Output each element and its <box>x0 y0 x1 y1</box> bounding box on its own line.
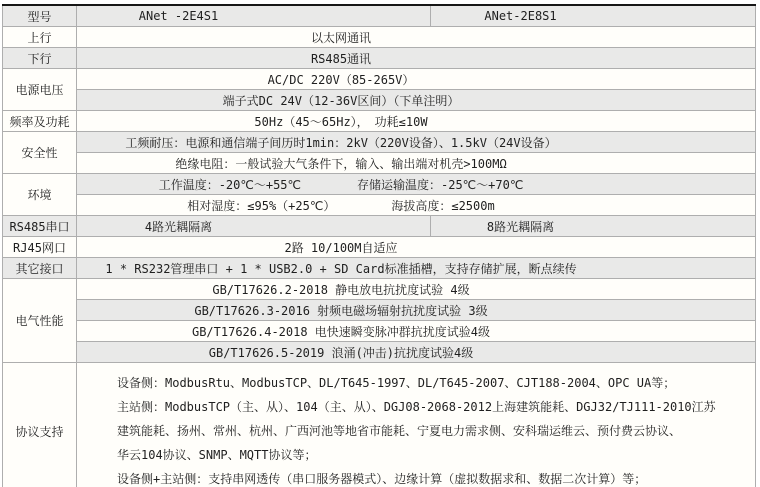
power-dc-value: 端子式DC 24V（12-36V区间）（下单注明） <box>77 90 756 111</box>
downlink-label: 下行 <box>3 48 77 69</box>
emc-test-surge: GB/T17626.5-2019 浪涌(冲击)抗扰度试验4级 <box>77 342 756 363</box>
rj45-value: 2路 10/100M自适应 <box>77 237 756 258</box>
emc-test-rf: GB/T17626.3-2016 射频电磁场辐射抗扰度试验 3级 <box>77 300 756 321</box>
model-label: 型号 <box>3 5 77 27</box>
downlink-value: RS485通讯 <box>77 48 756 69</box>
protocols-master-side-2: 建筑能耗、扬州、常州、杭州、广西河池等地省市能耗、宁夏电力需求侧、安科瑞运维云、预付费云协议、 <box>117 424 682 438</box>
work-temp-value: 工作温度：-20℃～+55℃ <box>158 177 301 192</box>
row-power-1 <box>3 69 756 90</box>
other-ports-label: 其它接口 <box>3 258 77 279</box>
row-rj45 <box>3 237 756 258</box>
other-ports-value: 1 * RS232管理串口 + 1 * USB2.0 + SD Card标准插槽，支持存储扩展，断点续传 <box>77 258 756 279</box>
uplink-label: 上行 <box>3 27 77 48</box>
row-power-2 <box>3 90 756 111</box>
row-emc-3 <box>3 321 756 342</box>
rs485-value-8ch: 8路光耦隔离 <box>431 216 756 237</box>
row-rs485 <box>3 216 756 237</box>
environment-humidity-cell <box>77 195 756 216</box>
row-downlink <box>3 48 756 69</box>
altitude-value: 海拔高度：≤2500m <box>391 198 495 213</box>
rs485-value-4ch: 4路光耦隔离 <box>77 216 431 237</box>
row-other-ports <box>3 258 756 279</box>
protocols-both-sides: 设备侧+主站侧：支持串网透传（串口服务器模式）、边缘计算（虚拟数据求和、数据二次计算）等； <box>117 472 647 486</box>
protocols-device-side: 设备侧：ModbusRtu、ModbusTCP、DL/T645-1997、DL/T645-2007、CJT188-2004、OPC UA等； <box>117 376 676 390</box>
rs485-label: RS485串口 <box>3 216 77 237</box>
model-value-2e4s1: ANet -2E4S1 <box>77 5 431 27</box>
spec-table <box>2 4 756 487</box>
emc-test-esd: GB/T17626.2-2018 静电放电抗扰度试验 4级 <box>77 279 756 300</box>
row-freq-power <box>3 111 756 132</box>
row-model <box>3 5 756 27</box>
freq-power-value: 50Hz（45～65Hz）， 功耗≤10W <box>77 111 756 132</box>
emc-test-eft: GB/T17626.4-2018 电快速瞬变脉冲群抗扰度试验4级 <box>77 321 756 342</box>
safety-withstand-value: 工频耐压：电源和通信端子间历时1min：2kV（220V设备）、1.5kV（24V设备） <box>77 132 756 153</box>
power-ac-value: AC/DC 220V（85-265V） <box>77 69 756 90</box>
row-safety-2 <box>3 153 756 174</box>
row-emc-2 <box>3 300 756 321</box>
environment-temp-cell <box>77 174 756 195</box>
row-environment-1 <box>3 174 756 195</box>
row-safety-1 <box>3 132 756 153</box>
freq-power-label: 频率及功耗 <box>3 111 77 132</box>
protocols-master-side-1: 主站侧：ModbusTCP（主、从）、104（主、从）、DGJ08-2068-2012上海建筑能耗、DGJ32/TJ111-2010江苏 <box>117 400 716 414</box>
model-value-2e8s1: ANet-2E8S1 <box>431 5 756 27</box>
row-uplink <box>3 27 756 48</box>
storage-temp-value: 存储运输温度：-25℃～+70℃ <box>357 177 524 192</box>
protocols-master-side-3: 华云104协议、SNMP、MQTT协议等； <box>117 448 317 462</box>
row-environment-2 <box>3 195 756 216</box>
emc-label: 电气性能 <box>3 279 77 363</box>
safety-insulation-value: 绝缘电阻：一般试验大气条件下，输入、输出端对机壳>100MΩ <box>77 153 756 174</box>
safety-label: 安全性 <box>3 132 77 174</box>
protocols-label: 协议支持 <box>3 363 77 487</box>
power-label: 电源电压 <box>3 69 77 111</box>
row-protocols <box>3 363 756 487</box>
environment-label: 环境 <box>3 174 77 216</box>
rj45-label: RJ45网口 <box>3 237 77 258</box>
protocols-cell <box>77 363 756 487</box>
uplink-value: 以太网通讯 <box>77 27 756 48</box>
humidity-value: 相对湿度：≤95%（+25℃） <box>187 198 336 213</box>
row-emc-1 <box>3 279 756 300</box>
row-emc-4 <box>3 342 756 363</box>
